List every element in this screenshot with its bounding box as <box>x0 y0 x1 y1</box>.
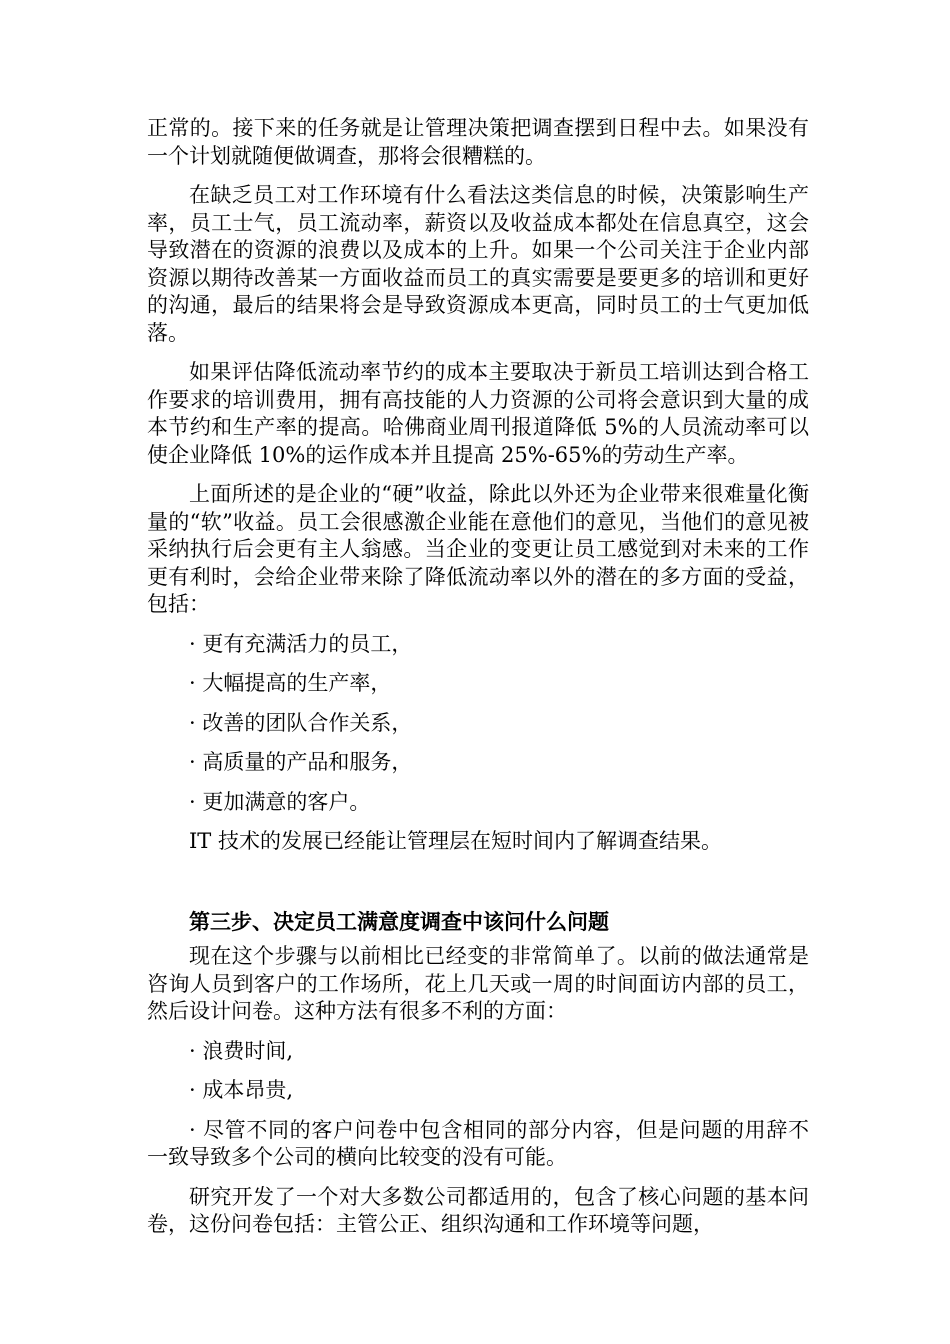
paragraph-turnover-cost: 如果评估降低流动率节约的成本主要取决于新员工培训达到合格工作要求的培训费用，拥有高技能的人力资源的公司将会意识到大量的成本节约和生产率的提高。哈佛商业周刊报道降低 5%的人员流动率可以使企业降低 10%的运作成本并且提高 25%-65%的劳动生产率。 <box>147 360 809 467</box>
paragraph-core-questionnaire: 研究开发了一个对大多数公司都适用的，包含了核心问题的基本问卷，这份问卷包括：主管公正、组织沟通和工作环境等问题， <box>147 1184 809 1236</box>
drawback-list-item: · 成本昂贵, <box>189 1078 294 1102</box>
paragraph-information-vacuum: 在缺乏员工对工作环境有什么看法这类信息的时候，决策影响生产率，员工士气，员工流动率，薪资以及收益成本都处在信息真空，这会导致潜在的资源的浪费以及成本的上升。如果一个公司关注于企业内部资源以期待改善某一方面收益而员工的真实需要是要更多的培训和更好的沟通，最后的结果将会是导致资源成本更高，同时员工的士气更加低落。 <box>147 183 809 345</box>
benefit-list-item: · 更加满意的客户。 <box>189 789 371 814</box>
paragraph-soft-benefits: 上面所述的是企业的“硬”收益，除此以外还为企业带来很难量化衡量的“软”收益。员工会很感激企业能在意他们的意见，当他们的意见被采纳执行后会更有主人翁感。当企业的变更让员工感觉到对未来的工作更有利时，会给企业带来除了降低流动率以外的潜在的多方面的受益，包括： <box>147 482 809 616</box>
section-heading-step-three: 第三步、决定员工满意度调查中该问什么问题 <box>189 908 609 934</box>
benefit-list-item: · 更有充满活力的员工， <box>189 631 413 656</box>
paragraph-continuation: 正常的。接下来的任务就是让管理决策把调查摆到日程中去。如果没有一个计划就随便做调查，那将会很糟糕的。 <box>147 116 809 168</box>
drawback-list-item: · 浪费时间, <box>189 1038 294 1063</box>
paragraph-step-three-intro: 现在这个步骤与以前相比已经变的非常简单了。以前的做法通常是咨询人员到客户的工作场所，花上几天或一周的时间面访内部的员工，然后设计问卷。这种方法有很多不利的方面： <box>147 944 809 1023</box>
paragraph-it-development: IT 技术的发展已经能让管理层在短时间内了解调查结果。 <box>189 829 722 853</box>
benefit-list-item: · 大幅提高的生产率， <box>189 671 392 695</box>
drawback-list-item: · 尽管不同的客户问卷中包含相同的部分内容，但是问题的用辞不一致导致多个公司的横向比较变的没有可能。 <box>147 1117 809 1169</box>
document-body <box>147 115 809 1251</box>
benefit-list-item: · 高质量的产品和服务， <box>189 750 413 774</box>
benefit-list-item: · 改善的团队合作关系， <box>189 710 413 735</box>
